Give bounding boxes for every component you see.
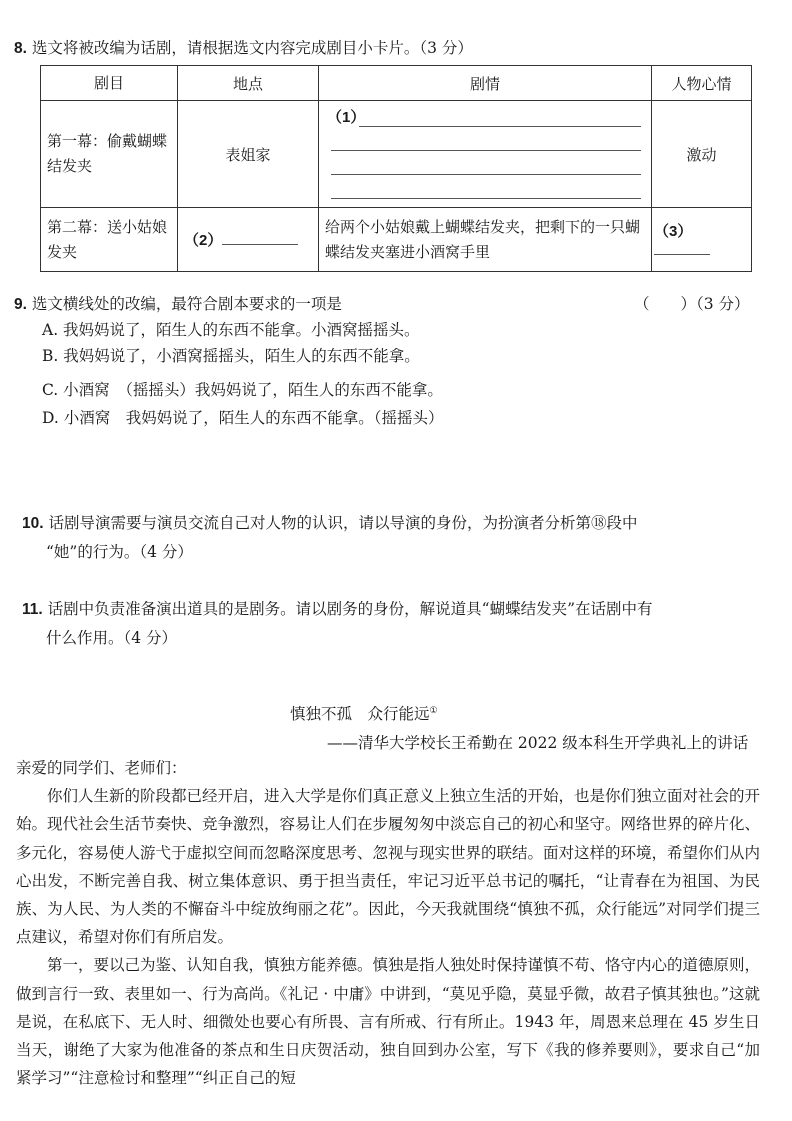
q9-answer-bracket[interactable]: （ ）（3 分） <box>634 295 750 313</box>
q11-number: 11. <box>22 601 43 618</box>
q8-text: 选文将被改编为话剧，请根据选文内容完成剧目小卡片。（3 分） <box>31 39 473 57</box>
article-paragraph-1: 你们人生新的阶段都已经开启，进入大学是你们真正意义上独立生活的开始，也是你们独立面对社会的开始。现代社会生活节奏快、竞争激烈，容易让人们在步履匆匆中淡忘自己的初心和坚守。网络世界的碎片化、多元化，容易使人游弋于虚拟空间而忽略深度思考、忽视与现实世界的联结。面对这样的环境，希望你们从内心出发，不断完善自我、树立集体意识、勇于担当责任，牢记习近平总书记的嘱托，“让青春在为祖国、为民族、为人民、为人类的不懈奋斗中绽放绚丽之花”。因此，今天我就围绕“慎独不孤，众行能远”对同学们提三点建议，希望对你们有所启发。 <box>16 787 761 947</box>
row1-scene: 第一幕：偷戴蝴蝶结发夹 <box>41 101 178 208</box>
article-paragraph-2: 第一，要以己为鉴、认知自我，慎独方能养德。慎独是指人独处时保持谨慎不苟、恪守内心的道德原则，做到言行一致、表里如一、行为高尚。《礼记 · 中庸》中讲到，“莫见乎隐，莫显乎微，故君子慎其独也。”这就是说，在私底下、无人时、细微处也要心有所畏、言有所戒、行有所止。1943 年，周恩来总理在 45 岁生日当天，谢绝了大家为他准备的茶点和生日庆贺活动，独自回到办公室，写下《我的修养要则》，要求自己“加紧学习”“注意检讨和整理”“纠正自己的短 <box>16 956 761 1088</box>
q8-stem <box>14 36 473 58</box>
row2-plot: 给两个小姑娘戴上蝴蝶结发夹，把剩下的一只蝴蝶结发夹塞进小酒窝手里 <box>319 208 652 272</box>
q11-line2: 什么作用。（4 分） <box>46 629 178 647</box>
q10-line2: “她”的行为。（4 分） <box>46 543 193 561</box>
answer-line <box>654 254 710 255</box>
q9-option-c[interactable]: C. 小酒窝 （摇摇头）我妈妈说了，陌生人的东西不能拿。 <box>42 381 443 399</box>
q11-line1: 话剧中负责准备演出道具的是剧务。请以剧务的身份，解说道具“蝴蝶结发夹”在话剧中有 <box>47 600 653 618</box>
q9-option-b[interactable]: B. 我妈妈说了，小酒窝摇摇头，陌生人的东西不能拿。 <box>42 347 420 365</box>
header-mood: 人物心情 <box>652 66 752 101</box>
blank-3-label: （3） <box>654 223 693 240</box>
blank-2-label: （2） <box>184 232 223 249</box>
row1-mood: 激动 <box>652 101 752 208</box>
answer-line <box>331 174 641 175</box>
answer-line <box>331 150 641 151</box>
row1-plot-answer-area[interactable] <box>319 101 652 208</box>
row2-mood-answer-area[interactable] <box>652 208 752 272</box>
q9-number: 9. <box>14 296 27 313</box>
article-title-text: 慎独不孤 众行能远 <box>290 705 430 723</box>
header-plot: 剧情 <box>319 66 652 101</box>
blank-1-label: （1） <box>327 109 366 126</box>
q9-option-a[interactable]: A. 我妈妈说了，陌生人的东西不能拿。小酒窝摇摇头。 <box>42 321 420 339</box>
header-place: 地点 <box>178 66 319 101</box>
footnote-mark: ① <box>429 705 438 716</box>
answer-line <box>222 244 298 245</box>
q9-text: 选文横线处的改编，最符合剧本要求的一项是 <box>31 295 342 313</box>
q9-option-d[interactable]: D. 小酒窝 我妈妈说了，陌生人的东西不能拿。（摇摇头） <box>42 409 444 427</box>
article-title <box>290 702 438 724</box>
q8-number: 8. <box>14 40 27 57</box>
row2-scene: 第二幕：送小姑娘发夹 <box>41 208 178 272</box>
article-greeting: 亲爱的同学们、老师们： <box>16 759 187 777</box>
q10-stem <box>22 511 638 533</box>
row1-place: 表姐家 <box>178 101 319 208</box>
row2-place-answer-area[interactable] <box>178 208 319 272</box>
answer-line <box>331 198 641 199</box>
q10-number: 10. <box>22 515 44 532</box>
header-scene: 剧目 <box>41 66 178 101</box>
q10-line1: 话剧导演需要与演员交流自己对人物的认识，请以导演的身份，为扮演者分析第⑱段中 <box>48 514 638 532</box>
article-body <box>16 754 760 1092</box>
article-subtitle: ——清华大学校长王希勤在 2022 级本科生开学典礼上的讲话 <box>327 734 749 752</box>
drama-card-table <box>40 65 752 272</box>
q9-stem <box>14 292 342 314</box>
answer-line <box>359 126 641 127</box>
q11-stem <box>22 597 653 619</box>
